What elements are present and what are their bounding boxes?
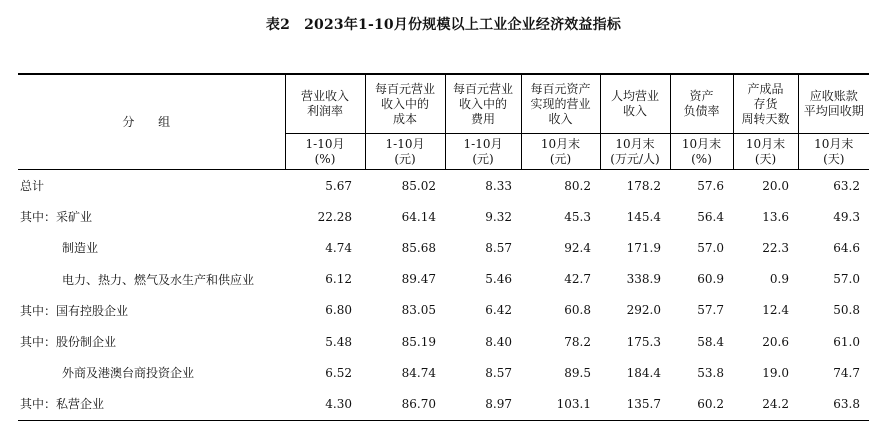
table-row [18,170,869,202]
cell-value: 80.2 [564,178,591,193]
column-header: 每百元资产 实现的营业 收入 [521,74,600,134]
cell-value: 8.57 [485,365,512,380]
cell-value: 58.4 [697,334,724,349]
cell-value: 42.7 [564,272,591,287]
table-row [18,201,869,232]
column-header: 营业收入 利润率 [285,74,365,134]
cell-value: 89.5 [564,365,591,380]
cell-value: 50.8 [833,303,860,318]
cell-value: 8.97 [445,388,521,420]
cell-value: 57.0 [833,272,860,287]
cell-value: 171.9 [626,240,661,255]
row-label: 其中：私营企业 [18,388,285,420]
cell-value: 13.6 [762,209,789,224]
table-row [18,388,869,420]
cell-value: 8.57 [485,240,512,255]
cell-value: 145.4 [626,209,661,224]
row-label: 其中：国有控股企业 [20,303,129,318]
table-row [18,264,869,295]
cell-value: 178.2 [626,178,661,193]
cell-value: 8.40 [485,334,512,349]
cell-value: 86.70 [365,388,445,420]
cell-value: 5.48 [325,334,352,349]
cell-value: 19.0 [762,365,789,380]
cell-value: 57.0 [697,240,724,255]
table-row [18,295,869,326]
column-unit: 10月末 (%) [670,134,733,170]
cell-value: 175.3 [626,334,661,349]
cell-value: 22.28 [317,209,352,224]
cell-value: 63.8 [798,388,869,420]
cell-value: 22.3 [762,240,789,255]
cell-value: 78.2 [564,334,591,349]
cell-value: 6.80 [325,303,352,318]
row-label: 其中：股份制企业 [20,335,117,350]
table-title [0,14,887,34]
table-row [18,232,869,263]
column-unit: 10月末 (天) [733,134,798,170]
cell-value: 60.2 [670,388,733,420]
column-unit: 1-10月 (元) [365,134,445,170]
header-row-names [18,74,869,134]
row-label: 外商及港澳台商投资企业 [62,366,195,381]
column-header: 人均营业 收入 [600,74,670,134]
indicator-table [18,73,869,421]
column-header: 每百元营业 收入中的 成本 [365,74,445,134]
cell-value: 89.47 [401,272,436,287]
cell-value: 5.67 [325,178,352,193]
table-row [18,326,869,357]
cell-value: 85.19 [401,334,436,349]
cell-value: 4.30 [285,388,365,420]
cell-value: 85.68 [401,240,436,255]
row-label: 其中：采矿业 [20,210,93,225]
cell-value: 85.02 [401,178,436,193]
cell-value: 103.1 [521,388,600,420]
cell-value: 57.7 [697,303,724,318]
cell-value: 6.42 [485,303,512,318]
cell-value: 338.9 [626,272,661,287]
cell-value: 74.7 [833,365,860,380]
column-unit: 1-10月 (%) [285,134,365,170]
cell-value: 83.05 [401,303,436,318]
cell-value: 6.52 [325,365,352,380]
column-header: 每百元营业 收入中的 费用 [445,74,521,134]
cell-value: 45.3 [564,209,591,224]
cell-value: 8.33 [485,178,512,193]
table-number: 表2 [265,17,291,33]
cell-value: 12.4 [762,303,789,318]
cell-value: 135.7 [600,388,670,420]
cell-value: 20.0 [762,178,789,193]
group-header: 分 组 [18,74,285,170]
table-row [18,357,869,388]
column-unit: 10月末 (万元/人) [600,134,670,170]
cell-value: 49.3 [833,209,860,224]
row-label: 电力、热力、燃气及水生产和供应业 [62,272,255,287]
cell-value: 60.9 [697,272,724,287]
cell-value: 60.8 [564,303,591,318]
cell-value: 64.6 [833,240,860,255]
column-unit: 1-10月 (元) [445,134,521,170]
cell-value: 57.6 [697,178,724,193]
column-unit: 10月末 (元) [521,134,600,170]
column-header: 应收账款 平均回收期 [798,74,869,134]
column-header: 产成品 存货 周转天数 [733,74,798,134]
cell-value: 0.9 [769,272,789,287]
table-body [18,170,869,421]
cell-value: 92.4 [564,240,591,255]
cell-value: 4.74 [325,240,352,255]
cell-value: 5.46 [485,272,512,287]
cell-value: 6.12 [325,272,352,287]
cell-value: 53.8 [697,365,724,380]
row-label: 总计 [20,179,45,194]
cell-value: 63.2 [833,178,860,193]
cell-value: 61.0 [833,334,860,349]
column-header: 资产 负债率 [670,74,733,134]
cell-value: 184.4 [626,365,661,380]
column-unit: 10月末 (天) [798,134,869,170]
cell-value: 292.0 [626,303,661,318]
cell-value: 64.14 [401,209,436,224]
row-label: 制造业 [62,241,99,256]
cell-value: 20.6 [762,334,789,349]
cell-value: 84.74 [401,365,436,380]
cell-value: 9.32 [485,209,512,224]
cell-value: 24.2 [733,388,798,420]
cell-value: 56.4 [697,209,724,224]
table-title-text: 2023年1-10月份规模以上工业企业经济效益指标 [304,17,622,33]
